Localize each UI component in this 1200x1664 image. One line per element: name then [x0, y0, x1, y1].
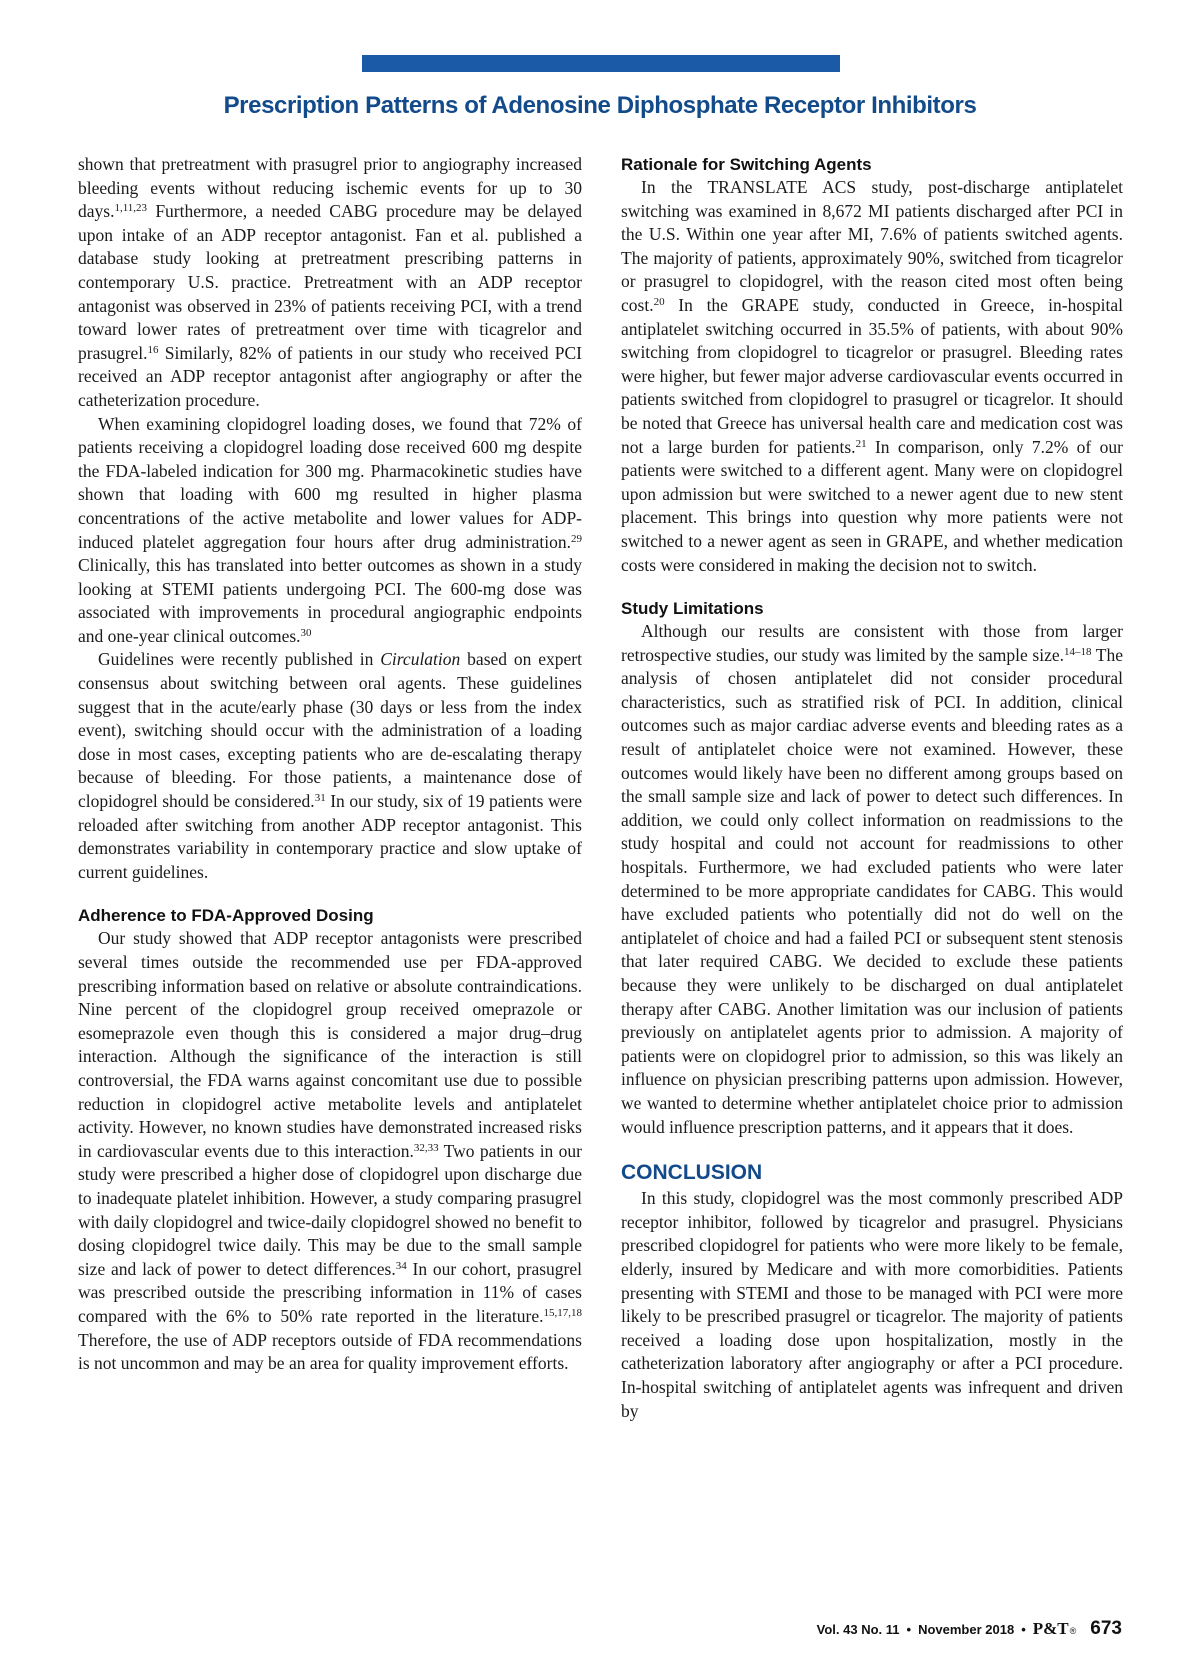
citation: 32,33	[413, 1141, 439, 1154]
footer-separator: •	[906, 1622, 912, 1637]
citation: 31	[314, 792, 326, 805]
heading-conclusion: CONCLUSION	[621, 1161, 763, 1185]
citation: 21	[855, 437, 867, 450]
footer-separator: •	[1021, 1622, 1026, 1637]
footer-journal-name: P&T	[1032, 1619, 1069, 1638]
citation: 34	[395, 1259, 407, 1272]
footer-date: November 2018	[918, 1622, 1015, 1637]
paragraph-limitations: Although our results are consistent with those from larger retrospective studies, our study was limited by the sample size.$^{14-18}$ The analysis of chosen antiplatelet did not consider procedural characteristics, such as stratified risk of PCI. In addition, clinical outcomes such as major cardiac adverse events and bleeding rates as a result of antiplatelet choice were not examined. However, these outcomes would likely have been no different among groups based on the small sample size and lack of power to detect such differences. In addition, we could only collect information on readmissions to the study hospital and could not account for readmissions to other hospitals. Furthermore, we had excluded patients who were later determined to be more appropriate candidates for CABG. This would have excluded patients who potentially did not do well on the antiplatelet of choice and had a failed PCI or subsequent stent stenosis that later required CABG. We decided to exclude these patients because they were unlikely to be discharged on dual antiplatelet therapy after CABG. Another limitation was our inclusion of patients previously on antiplatelet agents prior to admission. A majority of patients were on clopidogrel prior to admission, so this was likely an influence on physician prescribing patterns upon admission. However, we wanted to determine whether antiplatelet choice prior to admission would influence prescription patterns, and it appears that it does.	[621, 621, 1123, 1137]
heading-limitations: Study Limitations	[621, 599, 764, 619]
left-column	[78, 153, 582, 1376]
citation: 30	[300, 626, 312, 639]
citation: 1,11,23	[114, 202, 148, 215]
paragraph-loading-doses: When examining clopidogrel loading doses, we found that 72% of patients receiving a clopidogrel loading dose received 600 mg despite the FDA-labeled indication for 300 mg. Pharmacokinetic studies have shown that loading with 600 mg resulted in higher plasma concentrations of the active metabolite and lower values for ADP-induced platelet aggregation four hours after drug administration.$^{29}$ Clinically, this has translated into better outcomes as shown in a study looking at STEMI patients undergoing PCI. The 600-mg dose was associated with improvements in procedural angiographic endpoints and one-year clinical outcomes.$^{30}$	[78, 413, 582, 646]
citation: 15,17,18	[543, 1306, 582, 1319]
citation: 29	[571, 532, 582, 545]
heading-rationale: Rationale for Switching Agents	[621, 155, 872, 174]
header-accent-bar	[362, 55, 840, 72]
running-title: Prescription Patterns of Adenosine Diphosphate Receptor Inhibitors	[223, 92, 977, 119]
footer-issue: Vol. 43 No. 11	[816, 1622, 900, 1637]
paragraph-adherence: Our study showed that ADP receptor antagonists were prescribed several times outside the recommended use per FDA-approved prescribing information based on relative or absolute contraindications. Nine percent of the clopidogrel group received omeprazole or esomeprazole even though this is considered a major drug–drug interaction. Although the significance of the interaction is still controversial, the FDA warns against concomitant use due to possible reduction in clopidogrel active metabolite levels and antiplatelet activity. However, no known studies have demonstrated increased risks in cardiovascular events due to this interaction.$^{32,33}$ Two patients in our study were prescribed a higher dose of clopidogrel upon discharge due to inadequate platelet inhibition. However, a study comparing prasugrel with daily clopidogrel and twice-daily clopidogrel showed no benefit to dosing clopidogrel twice daily. This may be due to the small sample size and lack of power to detect differences.$^{34}$ In our cohort, prasugrel was prescribed outside the prescribing information in 11% of cases compared with the 6% to 50% rate reported in the literature.$^{15,17,18}$ Therefore, the use of ADP receptors outside of FDA recommendations is not uncommon and may be an area for quality improvement efforts.	[78, 928, 582, 1374]
paragraph-pretreatment: shown that pretreatment with prasugrel prior to angiography increased bleeding events without reducing ischemic events for up to 30 days.$^{1,11,23}$ Furthermore, a needed CABG procedure may be delayed upon intake of an ADP receptor antagonist. Fan et al. published a database study looking at pretreatment prescribing patterns in contemporary U.S. practice. Pretreatment with an ADP receptor antagonist was observed in 23% of patients receiving PCI, with a trend toward lower rates of pretreatment over time with ticagrelor and prasugrel.$^{16}$ Similarly, 82% of patients in our study who received PCI received an ADP receptor antagonist after angiography or after the catheterization procedure.	[78, 154, 582, 410]
citation: 14–18	[1063, 645, 1092, 658]
citation: 20	[653, 295, 665, 308]
heading-adherence: Adherence to FDA-Approved Dosing	[78, 906, 374, 926]
paragraph-guidelines: Guidelines were recently published in Circulation based on expert consensus about switching between oral agents. These guidelines suggest that in the acute/early phase (30 days or less from the index event), switching should occur with the administration of a loading dose in most cases, excepting patients who are de-escalating therapy because of bleeding. For those patients, a maintenance dose of clopidogrel should be considered.$^{31}$ In our study, six of 19 patients were reloaded after switching from another ADP receptor antagonist. This demonstrates variability in contemporary practice and slow uptake of current guidelines.	[78, 649, 582, 882]
page-number: 673	[1090, 1618, 1122, 1639]
paragraph-conclusion: In this study, clopidogrel was the most commonly prescribed ADP receptor inhibitor, followed by ticagrelor and prasugrel. Physicians prescribed clopidogrel for patients who were more likely to be female, elderly, insured by Medicare and with more comorbidities. Patients presenting with STEMI and those to be managed with PCI were more likely to be prescribed prasugrel or ticagrelor. The majority of patients received a loading dose upon hospitalization, mostly in the catheterization laboratory after angiography or after a PCI procedure. In-hospital switching of antiplatelet agents was infrequent and driven by	[621, 1188, 1123, 1421]
page-footer	[817, 1618, 1122, 1640]
paragraph-switching: In the TRANSLATE ACS study, post-discharge antiplatelet switching was examined in 8,672 MI patients discharged after PCI in the U.S. Within one year after MI, 7.6% of patients switched agents. The majority of patients, approximately 90%, switched from ticagrelor or prasugrel to clopidogrel, with the reason cited most often being cost.$^{20}$ In the GRAPE study, conducted in Greece, in-hospital antiplatelet switching occurred in 35.5% of patients, with about 90% switching from clopidogrel to ticagrelor or prasugrel. Bleeding rates were higher, but fewer major adverse cardiovascular events occurred in patients switched from clopidogrel to prasugrel or ticagrelor. It should be noted that Greece has universal health care and medication cost was not a large burden for patients.$^{21}$ In comparison, only 7.2% of our patients were switched to a different agent. Many were on clopidogrel upon admission but were switched to a newer agent due to new stent placement. This brings into question why more patients were not switched to a newer agent as seen in GRAPE, and whether medication costs were considered in making the decision not to switch.	[621, 177, 1123, 575]
journal-name: Circulation	[380, 649, 461, 670]
registered-mark: ®	[1069, 1626, 1077, 1636]
citation: 16	[147, 343, 159, 356]
right-column	[621, 153, 1123, 1423]
